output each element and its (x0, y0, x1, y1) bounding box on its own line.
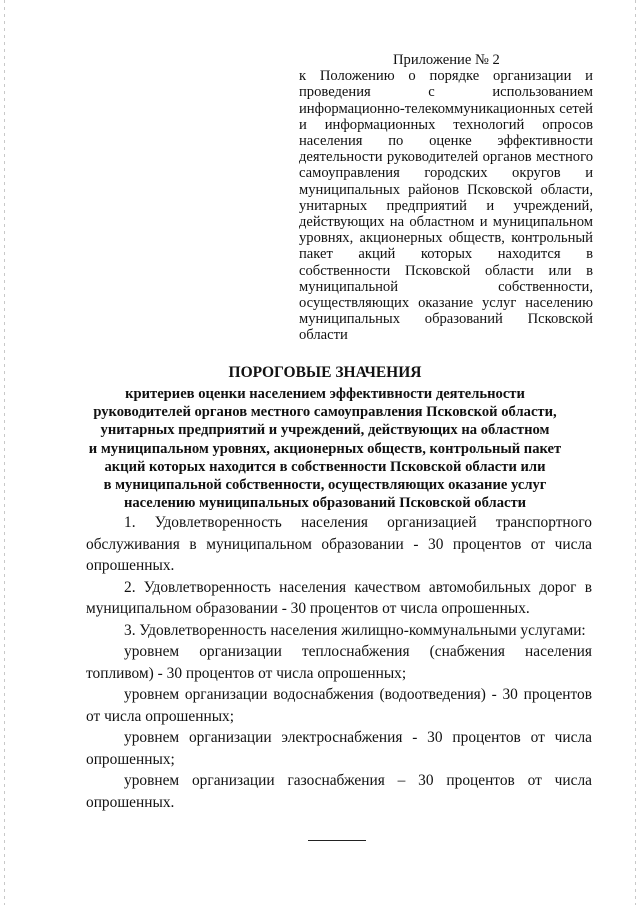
heading-line: критериев оценки населением эффективности деятельности (125, 386, 525, 402)
heading-line: в муниципальной собственности, осуществляющих оказание услуг (103, 477, 547, 494)
criteria-list (86, 512, 592, 813)
closing-rule (308, 840, 366, 841)
appendix-title: Приложение № 2 (393, 52, 500, 68)
criterion-subitem: уровнем организации водоснабжения (водоотведения) - 30 процентов от числа опрошенных; (86, 686, 592, 725)
scan-edge-left (4, 0, 5, 905)
document-heading (60, 363, 590, 512)
heading-line: руководителей органов местного самоуправления Псковской области, (93, 404, 557, 421)
heading-line: унитарных предприятий и учреждений, действующих на областном (100, 422, 550, 439)
heading-subtitle (60, 385, 590, 512)
criterion-subitem: уровнем организации газоснабжения – 30 процентов от числа опрошенных. (86, 772, 592, 811)
heading-line: населению муниципальных образований Псковской области (123, 495, 527, 512)
criterion-subitem: уровнем организации электроснабжения - 30 процентов от числа опрошенных; (86, 729, 592, 768)
heading-line: и муниципальном уровнях, акционерных обществ, контрольный пакет (88, 440, 562, 457)
appendix-body: к Положению о порядке организации и проведения с использованием информационно-телекоммуникационных сетей и информационных технологий опросов населения по оценке эффективности деятельности руководителей органов местного самоуправления городских округов и муниципальных районов Псковской области, унитарных предприятий и учреждений, действующих на областном и муниципальном уровнях, акционерных обществ, контрольный пакет акций которых находится в собственности Псковской области или в муниципальной собственности, осуществляющих оказание услуг населению муниципальных образований Псковской области (299, 68, 593, 344)
criterion-subitem: уровнем организации теплоснабжения (снабжения населения топливом) - 30 процентов от числа опрошенных; (86, 643, 592, 682)
criterion-item: 1. Удовлетворенность населения организацией транспортного обслуживания в муниципальном образовании - 30 процентов от числа опрошенных. (86, 514, 592, 574)
criterion-item: 3. Удовлетворенность населения жилищно-коммунальными услугами: (124, 621, 586, 639)
heading-title: ПОРОГОВЫЕ ЗНАЧЕНИЯ (228, 364, 422, 381)
scan-edge-right (635, 0, 636, 905)
criterion-item: 2. Удовлетворенность населения качеством автомобильных дорог в муниципальном образовании - 30 процентов от числа опрошенных. (86, 578, 592, 617)
heading-line: акций которых находится в собственности Псковской области или (104, 458, 546, 475)
appendix-block (299, 52, 593, 344)
